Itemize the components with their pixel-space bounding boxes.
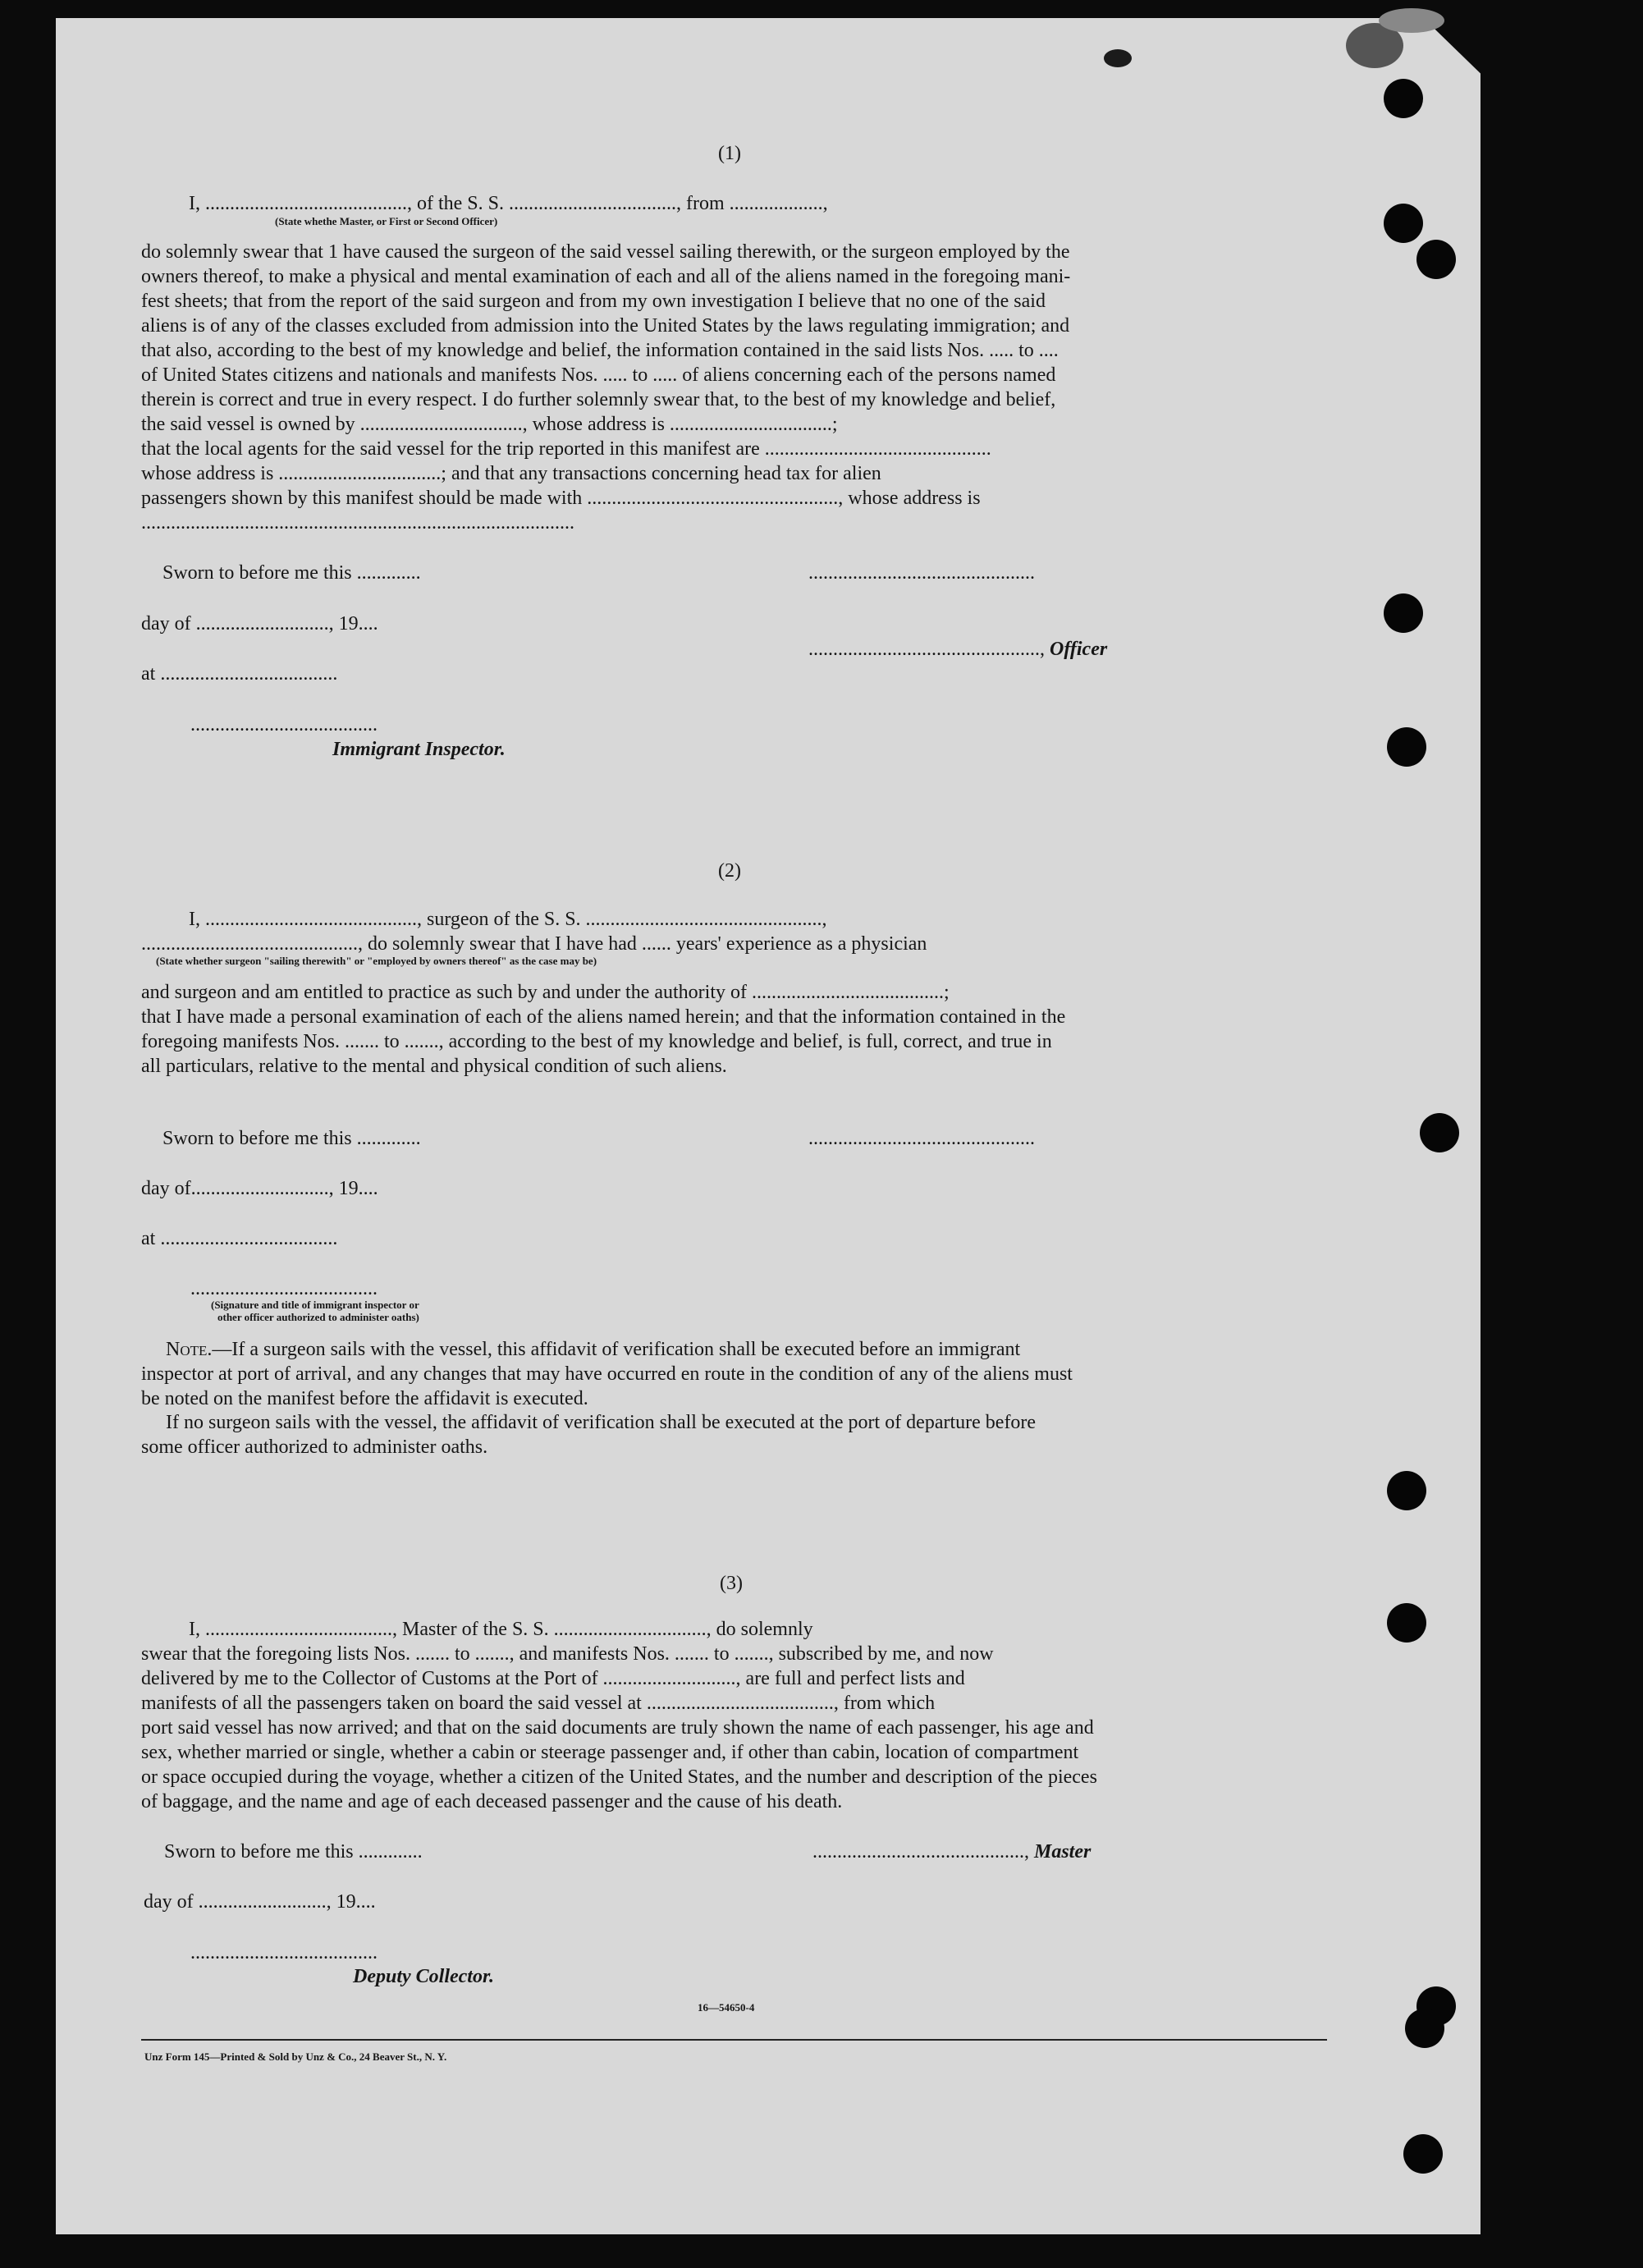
body-line: do solemnly swear that 1 have caused the surgeon of the said vessel sailing therewith, or the surgeon employed by the bbox=[141, 241, 1070, 263]
section-2-sig-caption-1: (Signature and title of immigrant inspector or bbox=[211, 1299, 419, 1311]
section-1-number: (1) bbox=[718, 143, 741, 164]
body-line: that I have made a personal examination of each of the aliens named herein; and that the information contained in the bbox=[141, 1006, 1066, 1028]
form-number: 16—54650-4 bbox=[698, 2001, 755, 2014]
section-3-sig-line: ...................................... bbox=[190, 1942, 378, 1963]
section-2-line-2: ............................................, do solemnly swear that I have had ...... years' experience as a physician bbox=[141, 933, 927, 955]
body-line: the said vessel is owned by ................................., whose address is .................................; bbox=[141, 414, 838, 435]
body-line: and surgeon and am entitled to practice as such by and under the authority of .......................................; bbox=[141, 982, 950, 1003]
binder-hole bbox=[1416, 240, 1456, 279]
body-line: or space occupied during the voyage, whether a citizen of the United States, and the number and description of the pieces bbox=[141, 1766, 1097, 1788]
body-line: whose address is .................................; and that any transactions concerning head tax for alien bbox=[141, 463, 881, 484]
binder-hole bbox=[1384, 593, 1423, 633]
body-line: port said vessel has now arrived; and that on the said documents are truly shown the name of each passenger, his age and bbox=[141, 1717, 1094, 1739]
section-2-sworn: Sworn to before me this ............. bbox=[162, 1128, 421, 1149]
section-2-sig-caption-2: other officer authorized to administer oaths) bbox=[217, 1311, 419, 1323]
note-line: inspector at port of arrival, and any changes that may have occurred en route in the condition of any of the aliens must bbox=[141, 1363, 1073, 1385]
section-2-caption: (State whether surgeon "sailing therewith" or "employed by owners thereof" as the case may be) bbox=[156, 955, 597, 967]
section-2-day: day of............................, 19.... bbox=[141, 1178, 378, 1199]
note-line bbox=[166, 1337, 1352, 1362]
section-1-day: day of ..........................., 19.... bbox=[141, 613, 378, 635]
ink-blot bbox=[1379, 8, 1444, 33]
body-line: ........................................................................................ bbox=[141, 512, 574, 534]
body-line: delivered by me to the Collector of Customs at the Port of ..........................., are full and perfect lists and bbox=[141, 1668, 965, 1689]
binder-hole bbox=[1387, 727, 1426, 767]
section-3-master-signature bbox=[812, 1840, 1091, 1864]
body-line: swear that the foregoing lists Nos. ....... to ......., and manifests Nos. ....... to ......., subscribed by me, and now bbox=[141, 1643, 994, 1665]
ink-blot bbox=[1104, 49, 1132, 67]
note-line: be noted on the manifest before the affidavit is executed. bbox=[141, 1388, 588, 1409]
footer-rule bbox=[141, 2039, 1327, 2041]
officer-line: ..............................................., bbox=[808, 639, 1050, 660]
master-line: ..........................................., bbox=[812, 1841, 1034, 1863]
section-2-sig-line: ...................................... bbox=[190, 1278, 378, 1299]
body-line: of baggage, and the name and age of each deceased passenger and the cause of his death. bbox=[141, 1791, 843, 1812]
note-line: some officer authorized to administer oaths. bbox=[141, 1436, 488, 1458]
section-2-surgeon-line: .............................................. bbox=[808, 1128, 1035, 1149]
section-1-at: at .................................... bbox=[141, 663, 338, 685]
section-1-sig-line: ...................................... bbox=[190, 714, 378, 735]
note-line: If no surgeon sails with the vessel, the affidavit of verification shall be executed at the port of departure before bbox=[166, 1412, 1037, 1433]
body-line: therein is correct and true in every respect. I do further solemnly swear that, to the best of my knowledge and belief, bbox=[141, 389, 1056, 410]
section-2-number: (2) bbox=[718, 860, 741, 882]
body-line: that also, according to the best of my knowledge and belief, the information contained in the said lists Nos. ..... to .... bbox=[141, 340, 1059, 361]
binder-hole bbox=[1420, 1113, 1459, 1152]
section-1-officer-line-1: .............................................. bbox=[808, 562, 1035, 584]
section-1-sworn: Sworn to before me this ............. bbox=[162, 562, 421, 584]
binder-hole bbox=[1387, 1471, 1426, 1510]
section-1-opening: I, ........................................., of the S. S. .................................., from ..................., bbox=[189, 193, 828, 214]
binder-hole bbox=[1387, 1603, 1426, 1643]
body-line: aliens is of any of the classes excluded from admission into the United States by the laws regulating immigration; and bbox=[141, 315, 1070, 337]
body-line: manifests of all the passengers taken on board the said vessel at ......................................, from which bbox=[141, 1693, 936, 1714]
body-line: owners thereof, to make a physical and mental examination of each and all of the aliens named in the foregoing mani- bbox=[141, 266, 1071, 287]
body-line: foregoing manifests Nos. ....... to ......., according to the best of my knowledge and belief, is full, correct, and true in bbox=[141, 1031, 1052, 1052]
body-line: I, ......................................, Master of the S. S. ..............................., do solemnly bbox=[189, 1619, 813, 1640]
master-title: Master bbox=[1034, 1841, 1092, 1863]
body-line: sex, whether married or single, whether a cabin or steerage passenger and, if other than cabin, location of compartment bbox=[141, 1742, 1079, 1763]
binder-hole bbox=[1384, 204, 1423, 243]
section-2-at: at .................................... bbox=[141, 1228, 338, 1249]
note-label: Note. bbox=[166, 1339, 213, 1360]
body-line: of United States citizens and nationals and manifests Nos. ..... to ..... of aliens concerning each of the persons named bbox=[141, 364, 1056, 386]
binder-hole bbox=[1405, 2009, 1444, 2048]
section-3-day: day of .........................., 19.... bbox=[144, 1891, 376, 1913]
body-line: fest sheets; that from the report of the said surgeon and from my own investigation I believe that no one of the said bbox=[141, 291, 1046, 312]
section-3-sworn: Sworn to before me this ............. bbox=[164, 1841, 423, 1863]
binder-hole bbox=[1384, 79, 1423, 118]
section-3-collector-title: Deputy Collector. bbox=[353, 1966, 494, 1987]
binder-hole bbox=[1403, 2134, 1443, 2174]
section-1-officer-signature bbox=[808, 637, 1107, 662]
body-line: that the local agents for the said vessel for the trip reported in this manifest are .............................................. bbox=[141, 438, 991, 460]
body-line: all particulars, relative to the mental and physical condition of such aliens. bbox=[141, 1056, 727, 1077]
section-3-number: (3) bbox=[720, 1573, 743, 1594]
section-1-opening-caption: (State whethe Master, or First or Second Officer) bbox=[275, 215, 498, 227]
printer-imprint: Unz Form 145—Printed & Sold by Unz & Co., 24 Beaver St., N. Y. bbox=[144, 2050, 447, 2063]
officer-title: Officer bbox=[1050, 639, 1108, 660]
body-line: passengers shown by this manifest should be made with ..................................................., whose address is bbox=[141, 488, 981, 509]
section-1-inspector-title: Immigrant Inspector. bbox=[332, 739, 506, 760]
note-text: —If a surgeon sails with the vessel, this affidavit of verification shall be executed before an immigrant bbox=[212, 1339, 1021, 1360]
section-2-line-1: I, ..........................................., surgeon of the S. S. ................................................, bbox=[189, 909, 827, 930]
